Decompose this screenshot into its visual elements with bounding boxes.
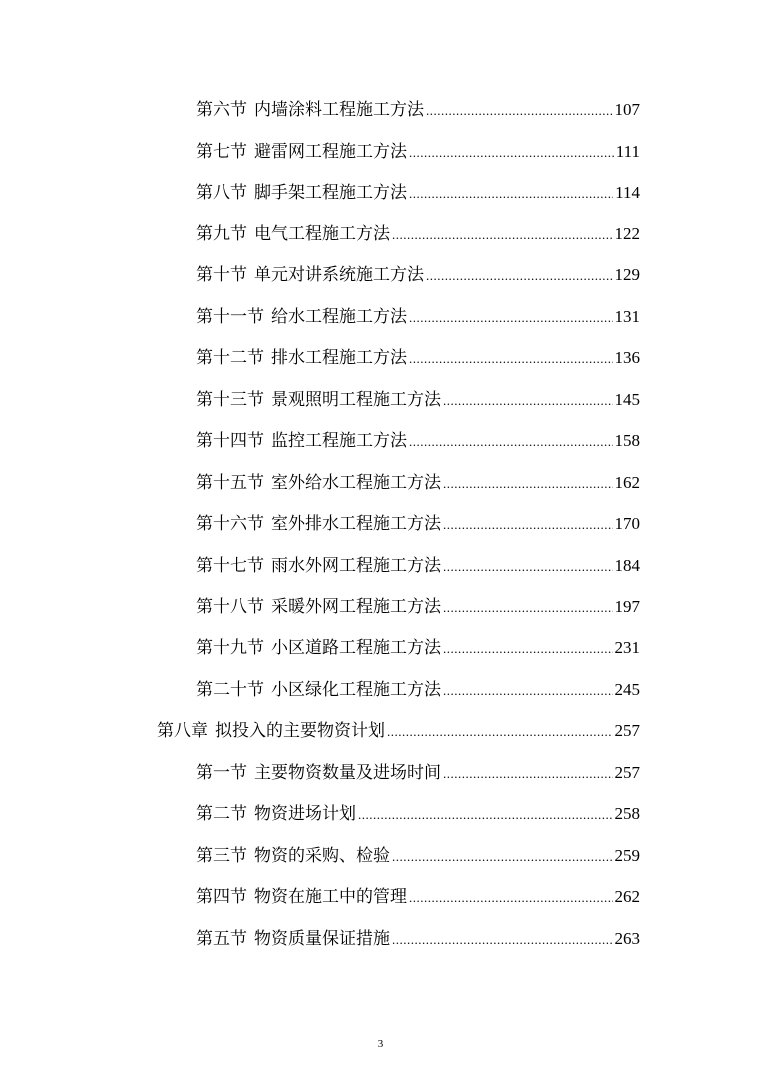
toc-page-number: 107 [614,100,640,119]
toc-section-label: 第五节 [196,929,247,949]
toc-entry-section-15[interactable] [196,468,640,498]
dot-leader [443,552,613,582]
toc-entry-ch8-section-1[interactable] [196,758,640,788]
dot-leader [409,138,614,168]
toc-section-label: 第十四节 [196,431,264,451]
toc-section-label: 第十八节 [196,597,264,617]
dot-leader [409,883,613,913]
toc-title: 物资的采购、检验 [254,846,390,866]
toc-page-number: 122 [614,224,640,243]
toc-section-label: 第十三节 [196,390,264,410]
toc-entry-section-20[interactable] [196,675,640,705]
toc-entry-ch8-section-5[interactable] [196,924,640,954]
toc-section-label: 第十九节 [196,638,264,658]
toc-section-label: 第十六节 [196,514,264,534]
toc-entry-section-12[interactable] [196,343,640,373]
dot-leader [409,303,613,333]
toc-title: 主要物资数量及进场时间 [254,763,441,783]
toc-section-label: 第十二节 [196,348,264,368]
toc-title: 内墙涂料工程施工方法 [254,100,424,120]
toc-entry-chapter-8[interactable] [157,716,640,746]
toc-section-label: 第六节 [196,100,247,120]
dot-leader [443,510,613,540]
dot-leader [392,220,613,250]
toc-page-number: 162 [614,473,640,492]
dot-leader [443,676,613,706]
toc-entry-section-18[interactable] [196,592,640,622]
toc-section-label: 第四节 [196,887,247,907]
dot-leader [409,179,613,209]
dot-leader [409,344,613,374]
toc-page-number: 259 [614,846,640,865]
dot-leader [443,469,613,499]
toc-title: 室外给水工程施工方法 [271,473,441,493]
toc-section-label: 第一节 [196,763,247,783]
toc-page-number: 197 [614,597,640,616]
dot-leader [409,427,613,457]
toc-entry-section-17[interactable] [196,551,640,581]
toc-page-number: 136 [614,348,640,367]
dot-leader [358,800,613,830]
toc-page-number: 145 [614,390,640,409]
toc-entry-ch8-section-3[interactable] [196,841,640,871]
dot-leader [392,842,613,872]
toc-page-number: 111 [615,142,640,161]
toc-entry-section-14[interactable] [196,426,640,456]
toc-page-number: 114 [615,183,640,202]
toc-section-label: 第七节 [196,142,247,162]
toc-title: 小区绿化工程施工方法 [271,680,441,700]
toc-section-label: 第十节 [196,265,247,285]
dot-leader [426,261,613,291]
toc-section-label: 第八节 [196,183,247,203]
toc-page-number: 129 [614,265,640,284]
toc-entry-ch8-section-4[interactable] [196,882,640,912]
toc-entry-section-7[interactable] [196,137,640,167]
toc-page-number: 257 [614,721,640,740]
toc-page-number: 257 [614,763,640,782]
toc-entry-section-19[interactable] [196,633,640,663]
toc-title: 给水工程施工方法 [271,307,407,327]
toc-entry-section-11[interactable] [196,302,640,332]
dot-leader [443,634,613,664]
toc-section-label: 第十七节 [196,556,264,576]
toc-page-number: 131 [614,307,640,326]
dot-leader [387,717,613,747]
dot-leader [443,593,613,623]
toc-title: 排水工程施工方法 [271,348,407,368]
toc-entry-section-16[interactable] [196,509,640,539]
toc-title: 电气工程施工方法 [254,224,390,244]
toc-title: 脚手架工程施工方法 [254,183,407,203]
toc-entry-ch8-section-2[interactable] [196,799,640,829]
toc-title: 拟投入的主要物资计划 [215,721,385,741]
toc-page-number: 158 [614,431,640,450]
toc-title: 雨水外网工程施工方法 [271,556,441,576]
toc-chapter-label: 第八章 [157,721,208,741]
toc-page-number: 170 [614,514,640,533]
toc-title: 小区道路工程施工方法 [271,638,441,658]
toc-title: 物资质量保证措施 [254,929,390,949]
toc-page-number: 184 [614,556,640,575]
toc-title: 物资进场计划 [254,804,356,824]
toc-section-label: 第九节 [196,224,247,244]
toc-section-label: 第二十节 [196,680,264,700]
toc-entry-section-6[interactable] [196,95,640,125]
dot-leader [392,925,613,955]
toc-section-label: 第十五节 [196,473,264,493]
toc-entry-section-8[interactable] [196,178,640,208]
page-number-footer: 3 [377,1038,384,1050]
toc-title: 室外排水工程施工方法 [271,514,441,534]
toc-title: 单元对讲系统施工方法 [254,265,424,285]
toc-page-number: 245 [614,680,640,699]
toc-page-number: 262 [614,887,640,906]
toc-section-label: 第二节 [196,804,247,824]
toc-title: 景观照明工程施工方法 [271,390,441,410]
toc-entry-section-10[interactable] [196,260,640,290]
toc-page-number: 263 [614,929,640,948]
toc-page-number: 258 [614,804,640,823]
dot-leader [443,386,613,416]
toc-title: 采暖外网工程施工方法 [271,597,441,617]
toc-entry-section-9[interactable] [196,219,640,249]
toc-section-label: 第十一节 [196,307,264,327]
toc-entry-section-13[interactable] [196,385,640,415]
dot-leader [426,96,613,126]
toc-title: 监控工程施工方法 [271,431,407,451]
toc-page-number: 231 [614,638,640,657]
toc-title: 物资在施工中的管理 [254,887,407,907]
dot-leader [443,759,613,789]
toc-title: 避雷网工程施工方法 [254,142,407,162]
toc-section-label: 第三节 [196,846,247,866]
